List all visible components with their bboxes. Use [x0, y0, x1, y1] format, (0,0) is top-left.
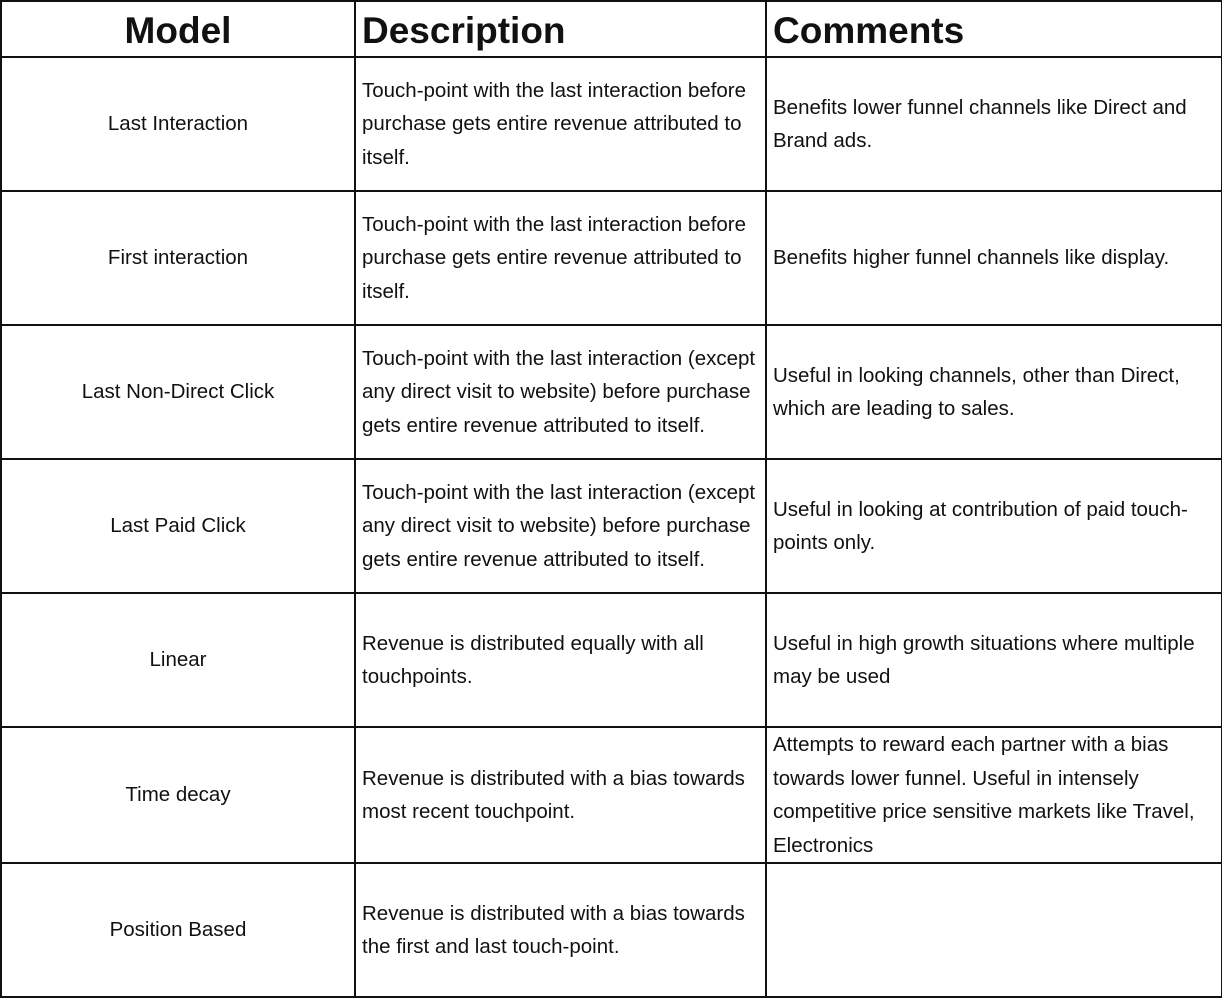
comments-cell: Attempts to reward each partner with a bias towards lower funnel. Useful in intensely competitive price sensitive markets like Travel, Electronics: [766, 727, 1222, 863]
table-row: [1, 459, 1222, 593]
table-row: [1, 727, 1222, 863]
comments-cell: Useful in high growth situations where multiple may be used: [766, 593, 1222, 727]
description-cell: Revenue is distributed with a bias towards most recent touchpoint.: [355, 727, 766, 863]
table-row: [1, 191, 1222, 325]
table-body: [1, 57, 1222, 997]
header-row: [1, 1, 1222, 57]
table-row: [1, 593, 1222, 727]
description-cell: Touch-point with the last interaction before purchase gets entire revenue attributed to itself.: [355, 57, 766, 191]
comments-cell: Useful in looking at contribution of paid touch-points only.: [766, 459, 1222, 593]
description-column-header: Description: [355, 1, 766, 57]
model-column-header: Model: [1, 1, 355, 57]
table-row: [1, 57, 1222, 191]
description-cell: Touch-point with the last interaction (except any direct visit to website) before purchase gets entire revenue attributed to itself.: [355, 325, 766, 459]
model-cell: Last Interaction: [1, 57, 355, 191]
table-row: [1, 325, 1222, 459]
description-cell: Revenue is distributed with a bias towards the first and last touch-point.: [355, 863, 766, 997]
model-cell: Last Paid Click: [1, 459, 355, 593]
description-cell: Touch-point with the last interaction before purchase gets entire revenue attributed to itself.: [355, 191, 766, 325]
model-cell: First interaction: [1, 191, 355, 325]
model-cell: Time decay: [1, 727, 355, 863]
comments-cell: Useful in looking channels, other than Direct, which are leading to sales.: [766, 325, 1222, 459]
comments-cell: Benefits higher funnel channels like display.: [766, 191, 1222, 325]
table-row: [1, 863, 1222, 997]
model-cell: Last Non-Direct Click: [1, 325, 355, 459]
model-cell: Linear: [1, 593, 355, 727]
table-header: [1, 1, 1222, 57]
comments-cell: [766, 863, 1222, 997]
model-cell: Position Based: [1, 863, 355, 997]
comments-cell: Benefits lower funnel channels like Direct and Brand ads.: [766, 57, 1222, 191]
description-cell: Touch-point with the last interaction (except any direct visit to website) before purchase gets entire revenue attributed to itself.: [355, 459, 766, 593]
comments-column-header: Comments: [766, 1, 1222, 57]
description-cell: Revenue is distributed equally with all touchpoints.: [355, 593, 766, 727]
